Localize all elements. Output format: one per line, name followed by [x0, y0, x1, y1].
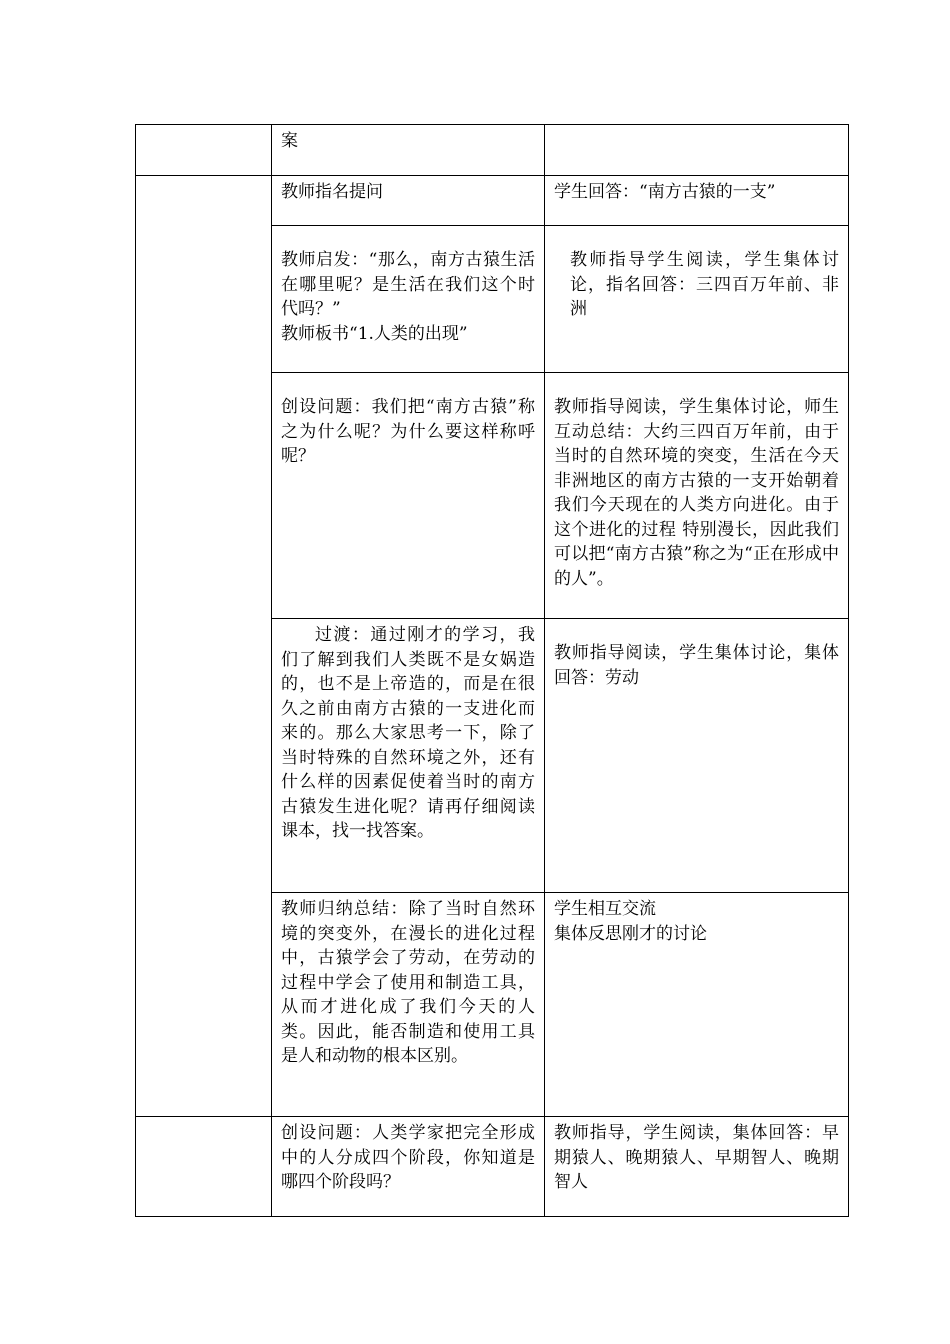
teacher-activity-cell: 过渡：通过刚才的学习，我们了解到我们人类既不是女娲造的，也不是上帝造的，而是在很久之前由南方古猿的一支进化而来的。那么大家思考一下，除了当时特殊的自然环境之外，还有什么样的因素促使着当时的南方古猿发生进化呢？请再仔细阅读课本，找一找答案。 [272, 619, 545, 893]
lesson-plan-table [135, 124, 849, 1217]
student-activity-cell: 教师指导阅读，学生集体讨论，师生互动总结：大约三四百万年前，由于当时的自然环境的突变，生活在今天非洲地区的南方古猿的一支开始朝着我们今天现在的人类方向进化。由于这个进化的过程 特别漫长，因此我们可以把“南方古猿”称之为“正在形成中的人”。 [545, 373, 849, 619]
teacher-activity-cell: 教师归纳总结：除了当时自然环境的突变外，在漫长的进化过程中，古猿学会了劳动，在劳动的过程中学会了使用和制造工具，从而才进化成了我们今天的人类。因此，能否制造和使用工具是人和动物的根本区别。 [272, 893, 545, 1117]
table-row [136, 125, 849, 176]
teacher-activity-cell: 教师指名提问 [272, 176, 545, 226]
student-activity-cell: 教师指导学生阅读，学生集体讨论，指名回答：三四百万年前、非洲 [545, 226, 849, 373]
student-activity-cell [545, 125, 849, 176]
student-activity-cell: 教师指导阅读，学生集体讨论，集体回答：劳动 [545, 619, 849, 893]
teacher-activity-cell: 创设问题：人类学家把完全形成中的人分成四个阶段，你知道是哪四个阶段吗？ [272, 1117, 545, 1217]
stage-cell [136, 1117, 272, 1217]
student-activity-cell: 学生相互交流 集体反思刚才的讨论 [545, 893, 849, 1117]
table-row [136, 1117, 849, 1217]
teacher-activity-cell: 创设问题：我们把“南方古猿”称之为什么呢？为什么要这样称呼呢？ [272, 373, 545, 619]
table-row [136, 176, 849, 226]
student-activity-cell: 教师指导，学生阅读，集体回答：早期猿人、晚期猿人、早期智人、晚期智人 [545, 1117, 849, 1217]
teacher-activity-cell: 教师启发：“那么，南方古猿生活在哪里呢？是生活在我们这个时代吗？” 教师板书“1.人类的出现” [272, 226, 545, 373]
teacher-activity-cell: 案 [272, 125, 545, 176]
stage-cell [136, 125, 272, 176]
student-activity-cell: 学生回答：“南方古猿的一支” [545, 176, 849, 226]
stage-cell [136, 176, 272, 1117]
